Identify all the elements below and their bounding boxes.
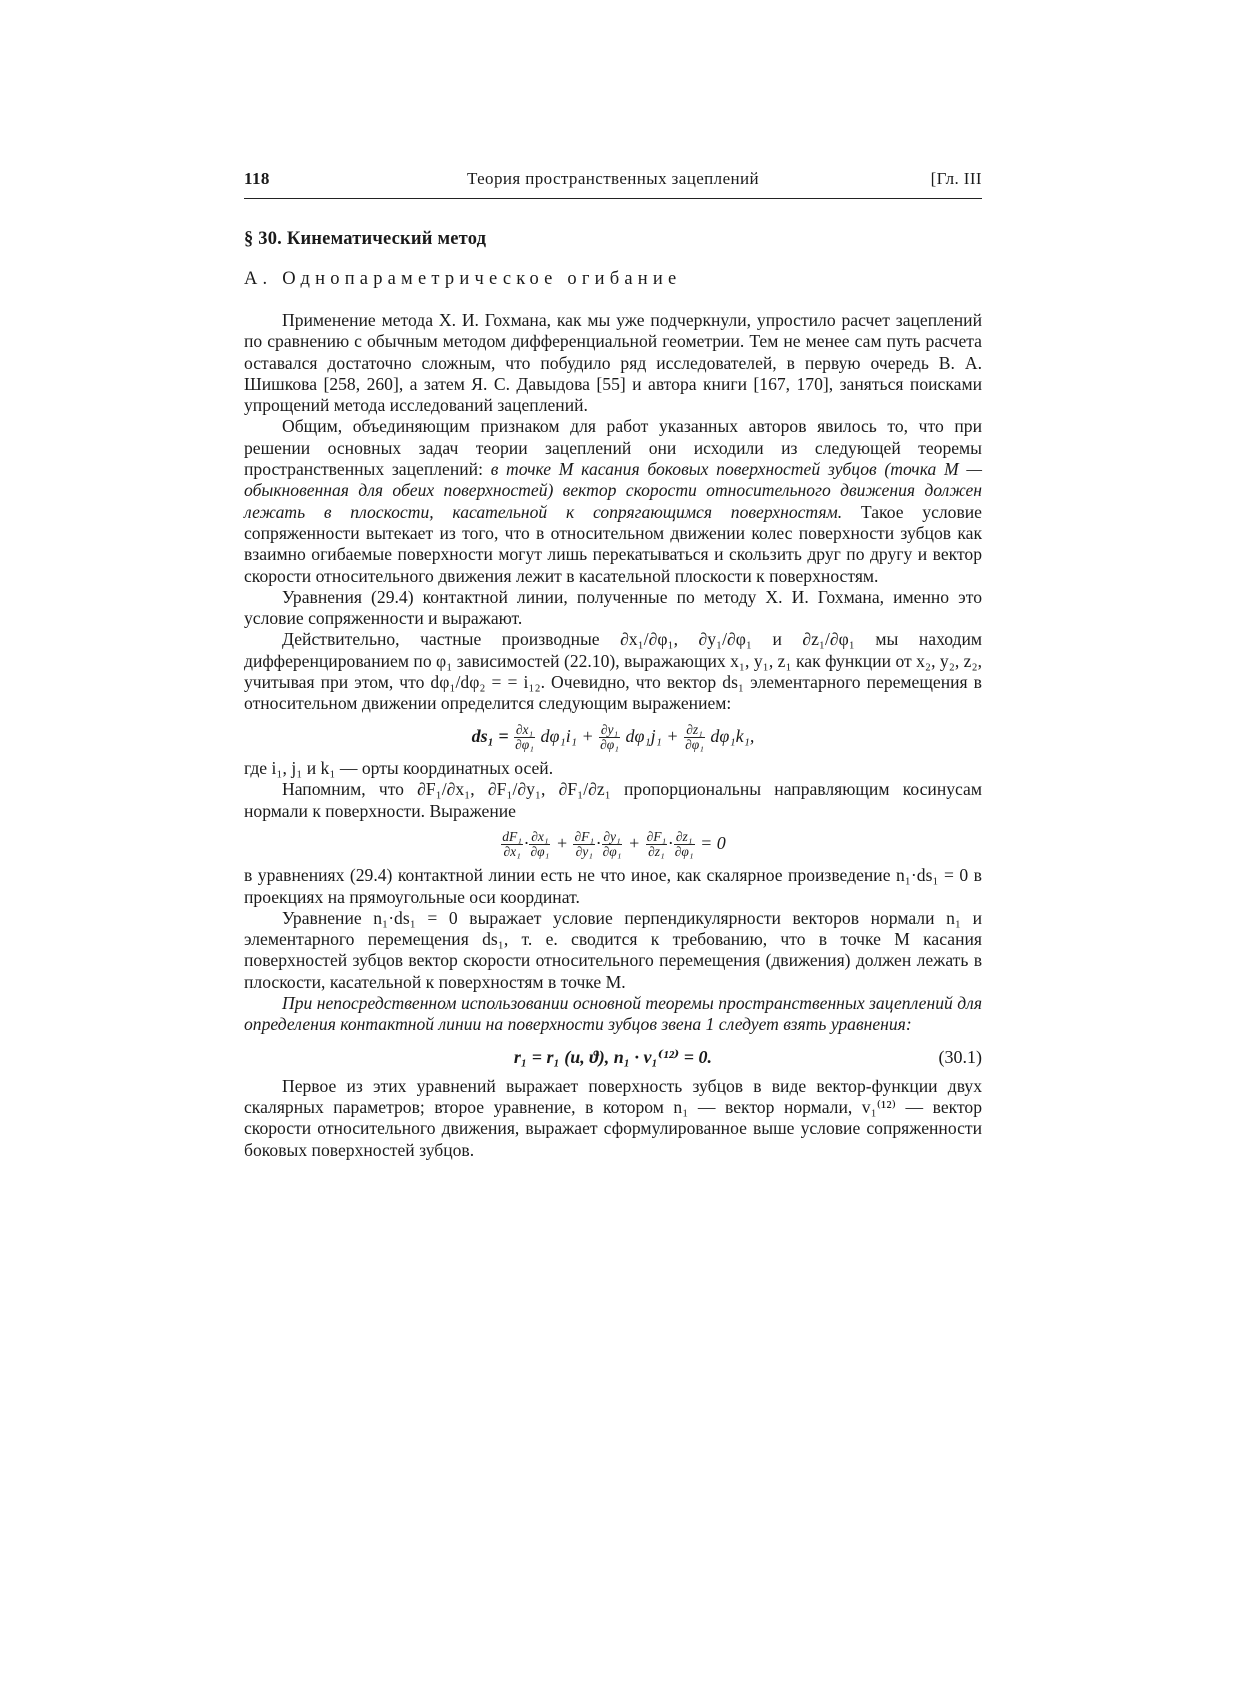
eq1-frac-2-den: ∂φ₁ [600,737,619,753]
eq2-frac-6-num: ∂z₁ [674,830,695,845]
section-heading: § 30. Кинематический метод [244,229,487,249]
eq2-frac-3-den: ∂y₁ [575,844,593,860]
eq2-frac-1-den: ∂x₁ [503,844,521,860]
eq1-lhs: ds₁ = [471,725,509,746]
eq1-frac-3 [684,723,705,752]
eq2-frac-4-num: ∂y₁ [603,829,621,845]
eq2-tail: = 0 [700,832,726,853]
body-text [244,310,982,1161]
equation-scalar-product: $\frac{\text{dF₁}}{\text{∂x₁}}$ · $\frac{\text{∂x₁}}{\text{∂φ₁}}$ + $\frac{\text{∂F₁}}{\text{∂y₁}}$ · $\frac{\text{∂y₁}}{\text{∂φ₁}}$ + $\frac{\text{∂F₁}}{\text{∂z₁}}$ · $\frac{\text{∂z₁}}{\text{∂φ₁}}$ = 0 [502,829,726,860]
paragraph-2 [244,416,982,586]
eq1-frac-1-num: ∂x₁ [515,722,534,738]
page-number: 118 [244,169,270,188]
running-title: Теория пространственных зацеплений [466,169,760,188]
eq2-frac-4-den: ∂φ₁ [602,844,622,860]
paragraph-10: Первое из этих уравнений выражает поверхность зубцов в виде вектор-функции двух скалярных параметров; второе уравнение, в котором n₁ — вектор нормали, v₁⁽¹²⁾ — вектор скорости относительного движения, выражает сформулированное выше условие сопряженности боковых поверхностей зубцов. [244,1075,982,1160]
eq2-frac-6 [674,830,695,859]
eq1-frac-1-den: ∂φ₁ [515,737,534,753]
equation-30-1 [244,1044,982,1070]
eq3-body: r₁ = r₁ (u, ϑ), n₁ · v₁⁽¹²⁾ = 0. [513,1046,713,1067]
paragraph-6: Напомним, что ∂F₁/∂x₁, ∂F₁/∂y₁, ∂F₁/∂z₁ пропорциональны направляющим косинусам нормали к поверхности. Выражение [244,779,982,821]
eq2-frac-3 [573,830,595,859]
paragraph-2-start: Общим, объединяющим признаком для работ указанных авторов явилось то, что при решении основных задач теории зацеплений они исходили из следующей теоремы пространственных зацеплений: [244,416,982,480]
eq2-frac-1 [501,830,523,859]
paragraph-8: Уравнение n₁·ds₁ = 0 выражает условие перпендикулярности векторов нормали n₁ и элементарного перемещения ds₁, т. е. сводится к требованию, что в точке M касания поверхностей зубцов вектор скорости относительного перемещения (движения) должен лежать в плоскости, касательной к поверхностям в точке M. [244,907,982,992]
header-rule [244,198,982,199]
equation-number: (30.1) [938,1046,982,1067]
eq2-frac-5-num: ∂F₁ [646,829,667,845]
eq1-frac-1 [514,723,535,752]
eq2-frac-4 [602,830,623,859]
eq1-term-2: dφ₁j₁ + [625,725,679,746]
paragraph-3: Уравнения (29.4) контактной линии, полученные по методу Х. И. Гохмана, именно это условие сопряженности и выражают. [244,586,982,629]
paragraph-2-end: Такое условие сопряженности вытекает из того, что в относительном движении колес поверхности зубцов как взаимно огибаемые поверхности могут лишь перекатываться и скользить друг по другу и вектор скорости относительного движения лежит в касательной плоскости к поверхностям. [244,501,982,586]
eq2-frac-3-num: ∂F₁ [574,829,595,845]
paragraph-7: в уравнениях (29.4) контактной линии есть не что иное, как скалярное произведение n₁·ds₁ = 0 в проекциях на прямоугольные оси координат. [244,865,982,907]
equation-ds1 [244,723,982,752]
eq1-frac-3-num: ∂z₁ [684,723,705,738]
eq2-frac-5-den: ∂z₁ [648,844,665,860]
eq1-frac-2-num: ∂y₁ [600,722,619,738]
running-head [244,169,982,195]
paragraph-1: Применение метода Х. И. Гохмана, как мы уже подчеркнули, упростило расчет зацеплений по сравнению с обычным методом дифференциальной геометрии. Тем не менее сам путь расчета оставался достаточно сложным, что побудило ряд исследователей, в первую очередь В. А. Шишкова [258, 260], а затем Я. С. Давыдова [55] и автора книги [167, 170], заняться поисками упрощений метода исследований зацеплений. [244,310,982,416]
eq2-frac-5 [646,830,668,859]
eq2-frac-2-den: ∂φ₁ [530,844,550,860]
theorem-statement: в точке M касания боковых поверхностей зубцов (точка M — обыкновенная для обеих поверхностей) вектор скорости относительного движения должен лежать в плоскости, касательной к сопрягающимся поверхностям. [244,459,983,522]
eq2-frac-2 [529,830,550,859]
paragraph-4: Действительно, частные производные ∂x₁/∂φ₁, ∂y₁/∂φ₁ и ∂z₁/∂φ₁ мы находим дифференцированием по φ₁ зависимостей (22.10), выражающих x₁, y₁, z₁ как функции от x₂, y₂, z₂, учитывая при этом, что dφ₁/dφ₂ = = i₁₂. Очевидно, что вектор ds₁ элементарного перемещения в относительном движении определится следующим выражением: [244,629,982,714]
paragraph-9: При непосредственном использовании основной теоремы пространственных зацеплений для определения контактной линии на поверхности зубцов звена 1 следует взять уравнения: [244,993,982,1035]
eq1-frac-2 [599,723,620,752]
eq2-frac-2-num: ∂x₁ [531,829,549,845]
eq2-frac-1-num: dF₁ [502,829,522,845]
chapter-label: [Гл. III [930,169,982,188]
subsection-heading: А. Однопараметрическое огибание [244,269,682,289]
eq1-term-1: dφ₁i₁ + [540,725,594,746]
eq2-frac-6-den: ∂φ₁ [674,844,694,860]
paragraph-5: где i₁, j₁ и k₁ — орты координатных осей. [244,758,554,779]
eq1-frac-3-den: ∂φ₁ [685,737,704,753]
eq1-term-3: dφ₁k₁, [710,725,755,746]
